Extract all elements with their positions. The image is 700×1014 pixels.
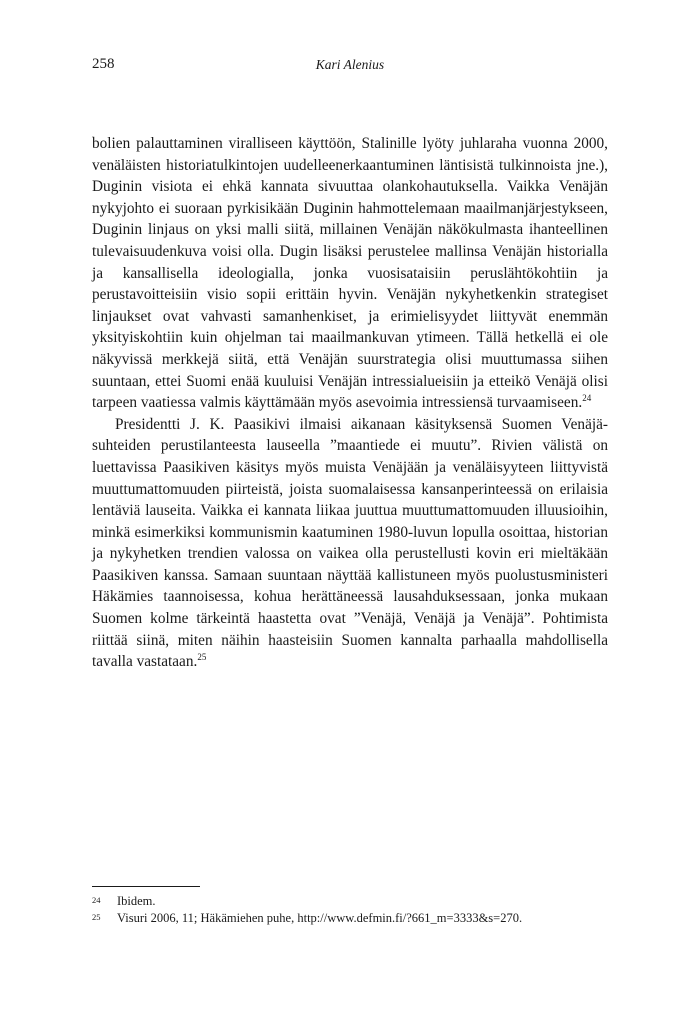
paragraph-1 <box>92 133 608 414</box>
footnote-24 <box>92 893 608 910</box>
page-header <box>92 56 608 76</box>
footnote-text: Visuri 2006, 11; Häkämiehen puhe, http://www.defmin.fi/?661_m=3333&s=270. <box>117 911 523 925</box>
paragraph-2 <box>92 414 608 673</box>
running-head: Kari Alenius <box>315 57 385 72</box>
footnote-number: 25 <box>92 912 101 922</box>
body-text <box>92 133 608 673</box>
page-number: 258 <box>92 56 115 72</box>
paragraph-2-text: Presidentti J. K. Paasikivi ilmaisi aikanaan käsityksensä Suomen Venäjä-suhteiden perustilanteesta lauseella ”maantiede ei muutu”. Rivien välistä on luettavissa Paasikiven käsitys myös muista Venäjään ja venäläisyyteen liittyvistä muuttumattomuuden piirteistä, joista suomalaisessa kansanperinteessä on erilaisia lentäviä lauseita. Vaikka ei kannata liikaa juuttua muuttumattomuuden illuusioihin, minkä esimerkiksi kommunismin kaatuminen 1980-luvun lopulla osoittaa, historian ja nykyhetken trendien valossa on vaikea olla perustellusti kovin eri mieltäkään Paasikiven kanssa. Samaan suuntaan näyttää kallistuneen myös puolustusministeri Häkämies taannoisessa, kohua herättäneessä lausahduksessaan, jonka mukaan Suomen kolme tärkeintä haastetta ovat ”Venäjä, Venäjä ja Venäjä”. Pohtimista riittää siinä, miten näihin haasteisiin Suomen kannalta parhaalla mahdollisella tavalla vastataan. <box>92 415 608 671</box>
footnote-text: Ibidem. <box>117 894 156 908</box>
paragraph-1-text: bolien palauttaminen viralliseen käyttöön, Stalinille lyöty juhlaraha vuonna 2000, venäläisten historiatulkintojen uudelleenerkaantuminen läntisistä tulkinnoista jne.), Duginin visiota ei ehkä kannata sivuuttaa olankohautuksella. Vaikka Venäjän nykyjohto ei suoraan pyrkisikään Duginin hahmottelemaan maailmanjärjestykseen, Duginin linjaus on yksi malli siitä, millainen Venäjän näkökulmasta ihanteellinen tulevaisuudenkuva voisi olla. Dugin lisäksi perustelee mallinsa Venäjän historialla ja kansallisella ideologialla, jonka vuosisataisiin peruslähtökohtiin ja perustavoitteisiin visio sopii erittäin hyvin. Venäjän nykyhetkenkin strategiset linjaukset ovat vahvasti samanhenkiset, ja erimielisyydet liittyvät enemmän yksityiskohtiin kuin ohjelman tai maailmankuvan ytimeen. Tällä hetkellä ei ole näkyvissä merkkejä siitä, että Venäjän suurstrategia olisi muuttumassa siihen suuntaan, ettei Suomi enää kuuluisi Venäjän intressialueisiin ja etteikö Venäjä olisi tarpeen vaatiessa valmis käyttämään myös asevoimia intressiensä turvaamiseen. <box>92 135 608 412</box>
footnote-ref-24[interactable]: 24 <box>582 393 592 404</box>
footnote-ref-25[interactable]: 25 <box>197 652 207 663</box>
footnote-25 <box>92 910 608 927</box>
footnotes <box>92 893 608 927</box>
footnote-divider <box>92 886 200 887</box>
footnote-number: 24 <box>92 895 101 905</box>
